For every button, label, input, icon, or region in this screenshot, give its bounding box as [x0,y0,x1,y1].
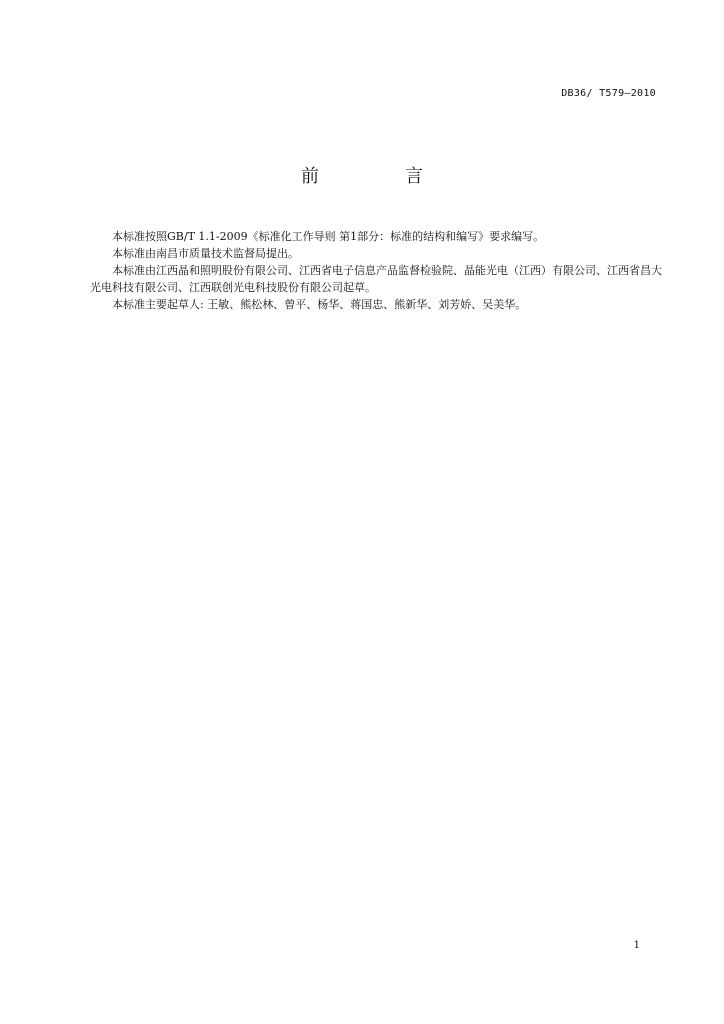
paragraph-drafters: 本标准主要起草人: 王敏、熊松林、曾平、杨华、蒋国忠、熊新华、刘芳娇、吴美华。 [112,298,527,311]
document-code: DB36/ T579—2010 [561,88,656,99]
page-title: 前 言 [301,166,457,187]
paragraph-drafting-organizations: 本标准由江西晶和照明股份有限公司、江西省电子信息产品监督检验院、晶能光电（江西）有限公司、江西省昌大光电科技有限公司、江西联创光电科技股份有限公司起草。 [90,264,662,294]
paragraph-drafting-rule: 本标准按照GB/T 1.1-2009《标准化工作导则 第1部分：标准的结构和编写》要求编写。 [112,230,545,243]
foreword-body [90,228,662,313]
paragraph-proposer: 本标准由南昌市质量技术监督局提出。 [112,247,299,260]
page-number: 1 [633,940,640,951]
